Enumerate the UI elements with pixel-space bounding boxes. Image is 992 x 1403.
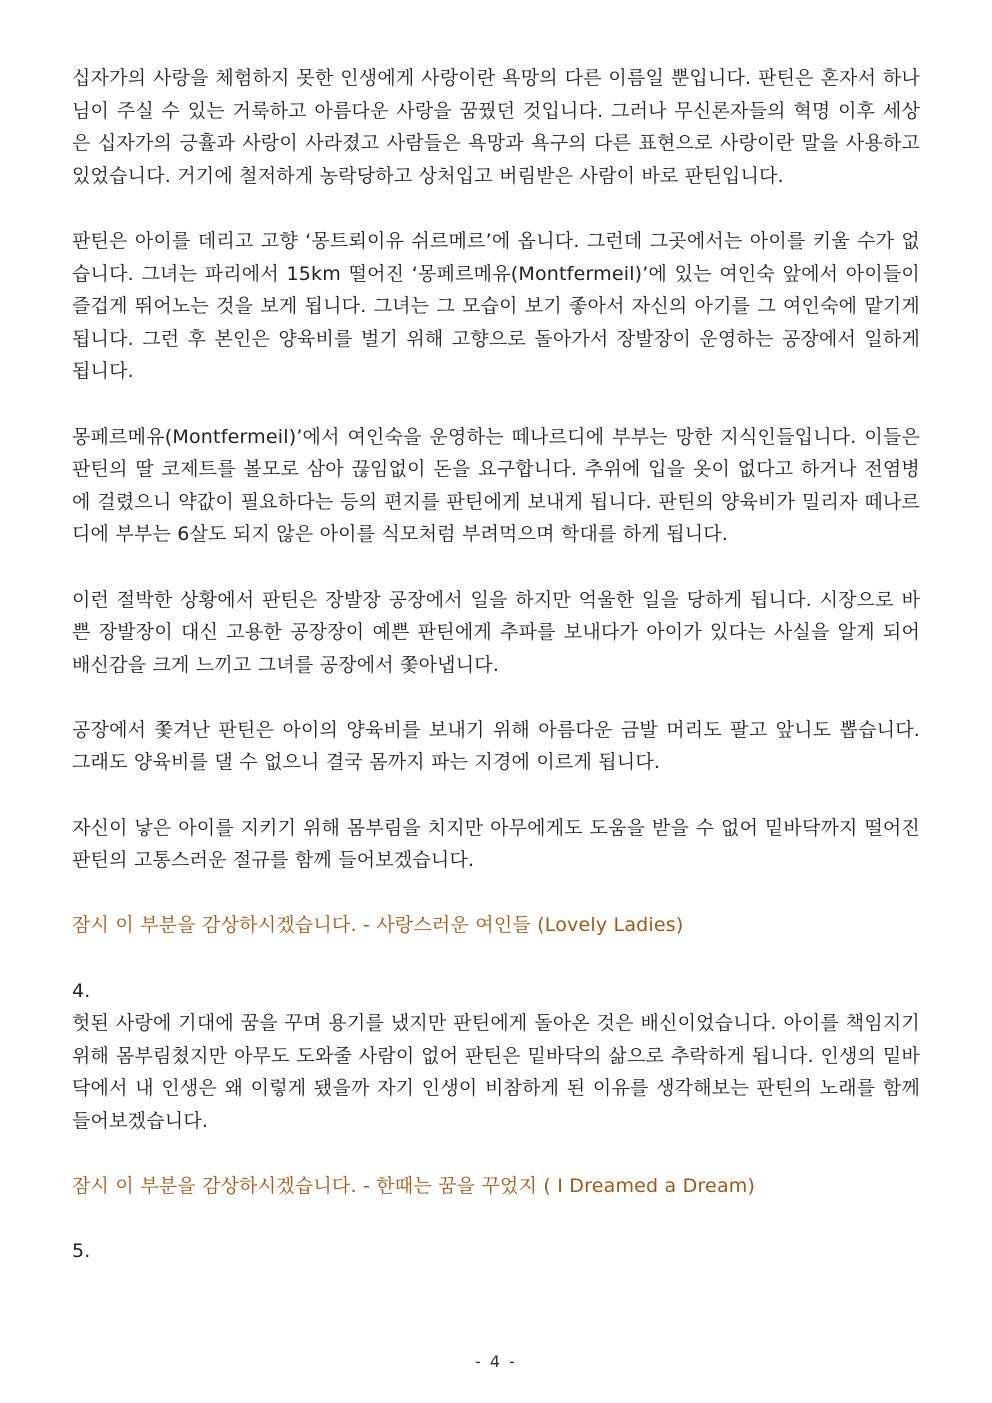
listening-note: 잠시 이 부분을 감상하시겠습니다. - 한때는 꿈을 꾸었지 ( I Dreamed a Dream): [72, 1175, 756, 1198]
paragraph: 몽페르메유(Montfermeil)’에서 여인숙을 운영하는 떼나르디에 부부는 망한 지식인들입니다. 이들은 판틴의 딸 코제트를 볼모로 삼아 끊임없이 돈을 요구합니다. 추위에 입을 옷이 없다고 하거나 전염병에 걸렸으니 약값이 필요하다는 등의 편지를 판틴에게 보내게 됩니다. 판틴의 양육비가 밀리자 떼나르디에 부부는 6살도 되지 않은 아이를 식모처럼 부려먹으며 학대를 하게 됩니다.: [72, 425, 920, 546]
paragraph: 이런 절박한 상황에서 판틴은 장발장 공장에서 일을 하지만 억울한 일을 당하게 됩니다. 시장으로 바쁜 장발장이 대신 고용한 공장장이 예쁜 판틴에게 추파를 보내다가 아이가 있다는 사실을 알게 되어 배신감을 크게 느끼고 그녀를 공장에서 쫓아냅니다.: [72, 588, 920, 676]
paragraph: 공장에서 쫓겨난 판틴은 아이의 양육비를 보내기 위해 아름다운 금발 머리도 팔고 앞니도 뽑습니다. 그래도 양육비를 댈 수 없으니 결국 몸까지 파는 지경에 이르게 됩니다.: [72, 718, 920, 774]
paragraph: 헛된 사랑에 기대에 꿈을 꾸며 용기를 냈지만 판틴에게 돌아온 것은 배신이었습니다. 아이를 책임지기 위해 몸부림쳤지만 아무도 도와줄 사람이 없어 판틴은 밑바닥의 삶으로 추락하게 됩니다. 인생의 밑바닥에서 내 인생은 왜 이렇게 됐을까 자기 인생이 비참하게 된 이유를 생각해보는 판틴의 노래를 함께 들어보겠습니다.: [72, 1012, 921, 1132]
document-page: [72, 62, 920, 1268]
section-number: 5.: [72, 1240, 91, 1263]
listening-note: 잠시 이 부분을 감상하시겠습니다. - 사랑스러운 여인들 (Lovely Ladies): [72, 914, 684, 937]
paragraph: 십자가의 사랑을 체험하지 못한 인생에게 사랑이란 욕망의 다른 이름일 뿐입니다. 판틴은 혼자서 하나님이 주실 수 있는 거룩하고 아름다운 사랑을 꿈꿨던 것입니다. 그러나 무신론자들의 혁명 이후 세상은 십자가의 긍휼과 사랑이 사라졌고 사람들은 욕망과 욕구의 다른 표현으로 사랑이란 말을 사용하고 있었습니다. 거기에 철저하게 농락당하고 상처입고 버림받은 사람이 바로 판틴입니다.: [72, 67, 920, 187]
page-number: - 4 -: [475, 1352, 517, 1371]
paragraph: 판틴은 아이를 데리고 고향 ‘몽트뢰이유 쉬르메르’에 옵니다. 그런데 그곳에서는 아이를 키울 수가 없습니다. 그녀는 파리에서 15km 떨어진 ‘몽페르메유(Montfermeil)’에 있는 여인숙 앞에서 아이들이 즐겁게 뛰어노는 것을 보게 됩니다. 그녀는 그 모습이 보기 좋아서 자신의 아기를 그 여인숙에 맡기게 됩니다. 그런 후 본인은 양육비를 벌기 위해 고향으로 돌아가서 장발장이 운영하는 공장에서 일하게 됩니다.: [72, 229, 920, 383]
paragraph: 자신이 낳은 아이를 지키기 위해 몸부림을 치지만 아무에게도 도움을 받을 수 없어 밑바닥까지 떨어진 판틴의 고통스러운 절규를 함께 들어보겠습니다.: [72, 816, 920, 872]
section-number: 4.: [72, 979, 91, 1002]
